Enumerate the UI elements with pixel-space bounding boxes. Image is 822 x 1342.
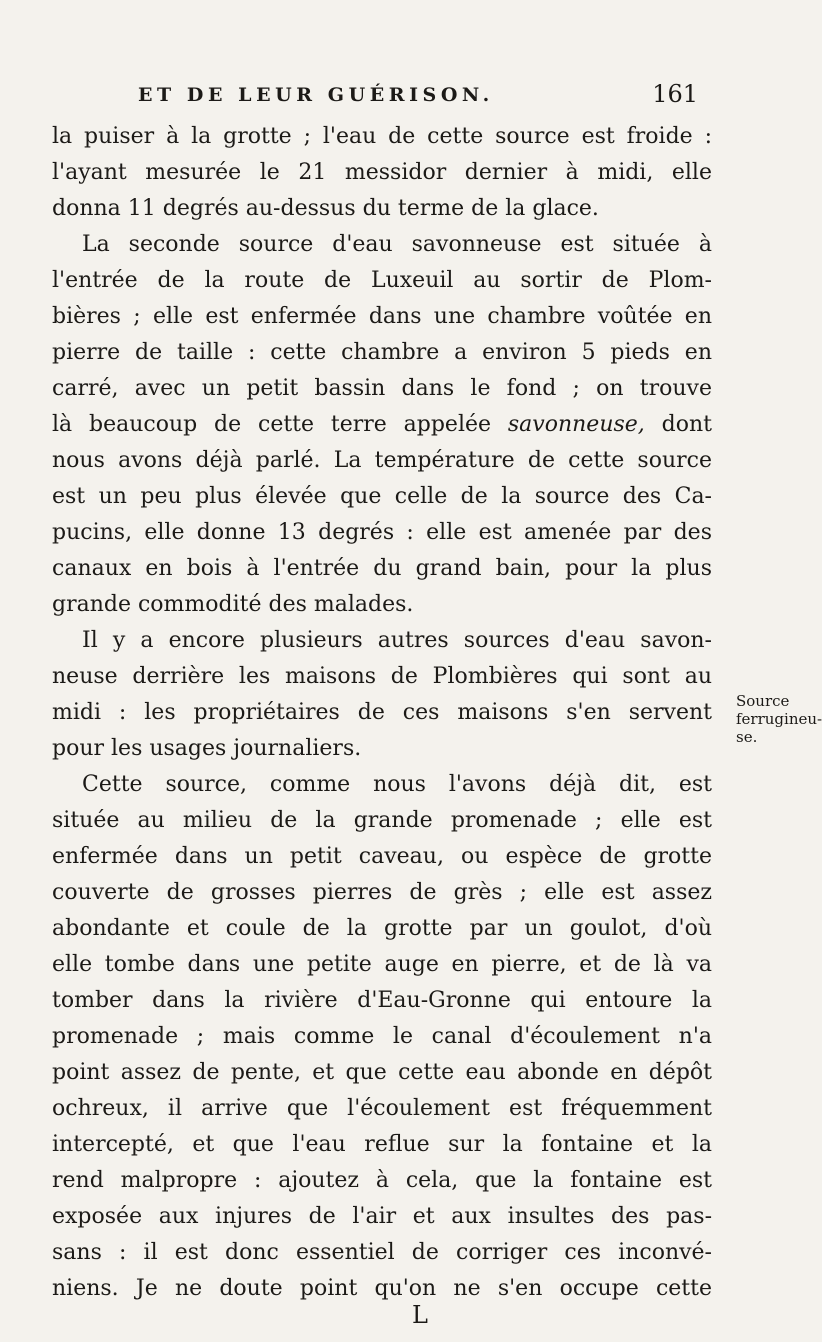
margin-note-line: se.: [736, 728, 758, 746]
text-line: abondante et coule de la grotte par un goulot, d'où: [52, 916, 712, 941]
running-header: [138, 80, 698, 114]
text-line: Il y a encore plusieurs autres sources d'eau savon-: [82, 628, 712, 653]
text-line: est un peu plus élevée que celle de la source des Ca-: [52, 484, 712, 509]
text-line: neuse derrière les maisons de Plombières qui sont au: [52, 664, 712, 689]
text-line: donna 11 degrés au-dessus du terme de la glace.: [52, 196, 599, 221]
text-line: sans : il est donc essentiel de corriger ces inconvé-: [52, 1240, 712, 1265]
text-line: la puiser à la grotte ; l'eau de cette source est froide :: [52, 124, 712, 149]
text-line: ochreux, il arrive que l'écoulement est fréquemment: [52, 1096, 712, 1121]
text-line: l'ayant mesurée le 21 messidor dernier à midi, elle: [52, 160, 712, 185]
text-line: elle tombe dans une petite auge en pierre, et de là va: [52, 952, 712, 977]
running-title: ET DE LEUR GUÉRISON.: [138, 84, 494, 106]
text-line: enfermée dans un petit caveau, ou espèce de grotte: [52, 844, 712, 869]
text-line: l'entrée de la route de Luxeuil au sortir de Plom-: [52, 268, 712, 293]
text-line: exposée aux injures de l'air et aux insultes des pas-: [52, 1204, 712, 1229]
text-line: bières ; elle est enfermée dans une chambre voûtée en: [52, 304, 712, 329]
text-line: nous avons déjà parlé. La température de cette source: [52, 448, 712, 473]
text-line: point assez de pente, et que cette eau abonde en dépôt: [52, 1060, 712, 1085]
margin-note-line: ferrugineu-: [736, 710, 822, 728]
text-line: carré, avec un petit bassin dans le fond ; on trouve: [52, 376, 712, 401]
text-line: canaux en bois à l'entrée du grand bain, pour la plus: [52, 556, 712, 581]
text-line: pour les usages journaliers.: [52, 736, 362, 761]
text-line: rend malpropre : ajoutez à cela, que la fontaine est: [52, 1168, 712, 1193]
text-line: La seconde source d'eau savonneuse est située à: [82, 232, 712, 257]
text-line: pucins, elle donne 13 degrés : elle est amenée par des: [52, 520, 712, 545]
text-line: promenade ; mais comme le canal d'écoulement n'a: [52, 1024, 712, 1049]
text-line: située au milieu de la grande promenade ; elle est: [52, 808, 712, 833]
text-line: midi : les propriétaires de ces maisons s'en servent: [52, 700, 712, 725]
page-number: 161: [652, 80, 698, 108]
text-line: tomber dans la rivière d'Eau-Gronne qui entoure la: [52, 988, 712, 1013]
signature-mark: L: [412, 1301, 428, 1329]
text-line: grande commodité des malades.: [52, 592, 414, 617]
text-line: là beaucoup de cette terre appelée savonneuse, dont: [52, 412, 712, 437]
text-line: couverte de grosses pierres de grès ; elle est assez: [52, 880, 712, 905]
text-line: Cette source, comme nous l'avons déjà dit, est: [82, 772, 712, 797]
text-line: pierre de taille : cette chambre a environ 5 pieds en: [52, 340, 712, 365]
margin-note-line: Source: [736, 692, 790, 710]
text-line: intercepté, et que l'eau reflue sur la fontaine et la: [52, 1132, 712, 1157]
text-line-last: niens. Je ne doute point qu'on ne s'en occupe cette: [52, 1276, 712, 1301]
margin-note: [736, 692, 822, 746]
